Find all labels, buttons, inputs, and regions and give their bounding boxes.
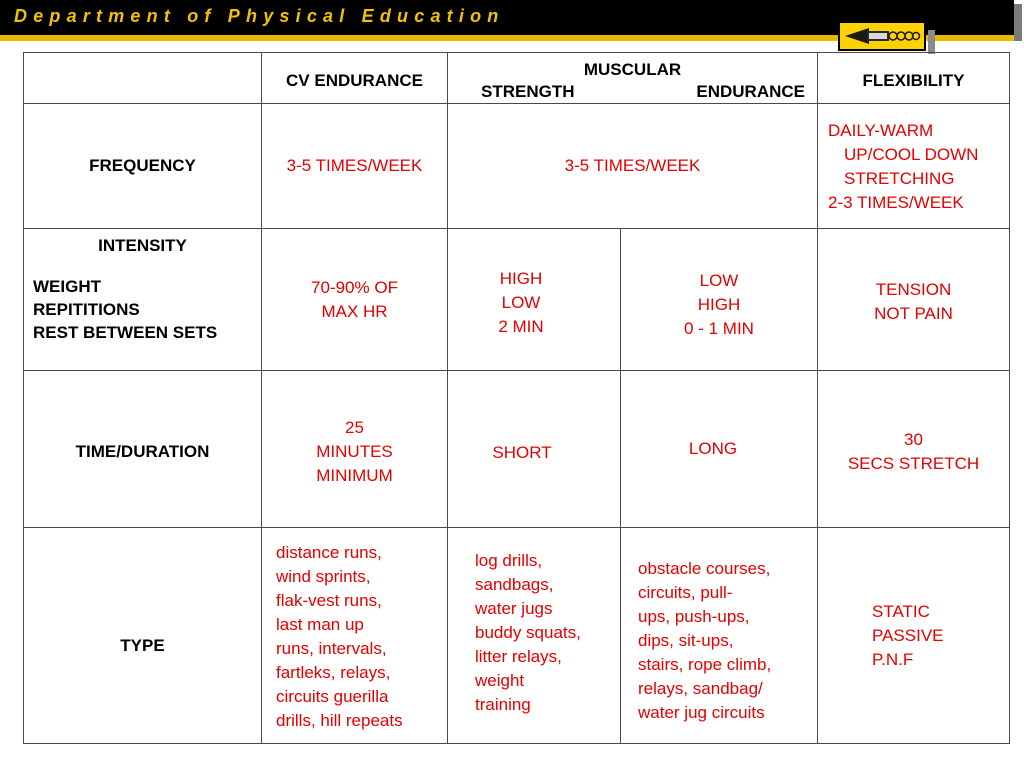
row-label-time: TIME/DURATION <box>24 371 262 528</box>
time-cv-line: MINIMUM <box>316 466 393 485</box>
intensity-flex <box>818 229 1010 371</box>
time-flex-line: SECS STRETCH <box>847 454 980 473</box>
type-endurance-line: circuits, pull- <box>638 583 733 602</box>
type-endurance-line: stairs, rope climb, <box>638 655 772 674</box>
type-strength-line: litter relays, <box>475 647 562 666</box>
type-strength-line: water jugs <box>475 599 553 618</box>
type-cv-line: last man up <box>276 615 364 634</box>
intensity-endurance-line: LOW <box>699 271 739 290</box>
type-cv-line: wind sprints, <box>276 567 371 586</box>
col-header-cv-label: CV ENDURANCE <box>286 71 423 90</box>
frequency-cv: 3-5 TIMES/WEEK <box>262 104 448 229</box>
time-cv-line: MINUTES <box>316 442 393 461</box>
intensity-cv <box>262 229 448 371</box>
row-label-type: TYPE <box>24 528 262 744</box>
type-strength-line: log drills, <box>475 551 543 570</box>
intensity-strength <box>448 229 621 371</box>
intensity-sublabel-repetitions: REPITITIONS <box>33 300 140 319</box>
type-cv <box>262 528 448 744</box>
row-label-intensity <box>24 229 262 371</box>
type-cv-line: circuits guerilla <box>276 687 389 706</box>
time-cv-line: 25 <box>345 418 364 437</box>
time-cv <box>262 371 448 528</box>
type-cv-line: distance runs, <box>276 543 382 562</box>
type-cv-line: runs, intervals, <box>276 639 387 658</box>
intensity-endurance-line: 0 - 1 MIN <box>684 319 754 338</box>
empty-corner-cell <box>24 53 262 104</box>
type-strength-line: training <box>475 695 531 714</box>
frequency-flex-line: UP/COOL DOWN <box>844 145 979 164</box>
type-endurance-line: water jug circuits <box>638 703 765 722</box>
type-strength-line: buddy squats, <box>475 623 581 642</box>
intensity-sublabel-weight: WEIGHT <box>33 277 101 296</box>
type-endurance-line: obstacle courses, <box>638 559 771 578</box>
frequency-flex <box>818 104 1010 229</box>
intensity-flex-line: TENSION <box>875 280 952 299</box>
header-row <box>24 53 1010 104</box>
intensity-label: INTENSITY <box>98 236 187 255</box>
page-title: Department of Physical Education <box>14 6 505 26</box>
type-row <box>24 528 1010 744</box>
type-flex <box>818 528 1010 744</box>
type-endurance-line: ups, push-ups, <box>638 607 750 626</box>
type-strength-line: weight <box>475 671 525 690</box>
intensity-strength-line: HIGH <box>499 269 543 288</box>
col-header-muscular <box>448 53 818 104</box>
fitness-table <box>23 52 1010 744</box>
type-flex-line: P.N.F <box>872 650 914 669</box>
header-shadow <box>1014 4 1022 41</box>
type-flex-line: PASSIVE <box>872 626 944 645</box>
type-cv-line: flak-vest runs, <box>276 591 382 610</box>
type-strength-line: sandbags, <box>475 575 554 594</box>
col-header-flexibility <box>818 53 1010 104</box>
intensity-row <box>24 229 1010 371</box>
type-cv-line: fartleks, relays, <box>276 663 391 682</box>
frequency-muscular: 3-5 TIMES/WEEK <box>448 104 818 229</box>
time-endurance: LONG <box>621 371 818 528</box>
time-flex-line: 30 <box>904 430 923 449</box>
col-header-cv <box>262 53 448 104</box>
intensity-cv-line: MAX HR <box>321 302 388 321</box>
time-row <box>24 371 1010 528</box>
arrow-left-icon <box>843 26 921 46</box>
back-button-shadow <box>928 30 935 54</box>
type-cv-line: drills, hill repeats <box>276 711 403 730</box>
intensity-cv-line: 70-90% OF <box>311 278 398 297</box>
frequency-flex-line: DAILY-WARM <box>828 121 934 140</box>
intensity-sublabel-rest: REST BETWEEN SETS <box>33 323 218 342</box>
frequency-flex-line: 2-3 TIMES/WEEK <box>828 193 964 212</box>
back-button[interactable] <box>838 21 926 51</box>
intensity-strength-line: 2 MIN <box>498 317 544 336</box>
intensity-endurance-line: HIGH <box>697 295 741 314</box>
intensity-endurance <box>621 229 818 371</box>
type-endurance-line: relays, sandbag/ <box>638 679 763 698</box>
row-label-frequency: FREQUENCY <box>24 104 262 229</box>
type-endurance-line: dips, sit-ups, <box>638 631 734 650</box>
intensity-strength-line: LOW <box>501 293 541 312</box>
col-header-endurance: ENDURANCE <box>696 82 805 101</box>
col-header-flexibility-label: FLEXIBILITY <box>862 71 965 90</box>
type-flex-line: STATIC <box>872 602 930 621</box>
col-header-muscular-label: MUSCULAR <box>583 60 682 79</box>
type-endurance <box>621 528 818 744</box>
intensity-flex-line: NOT PAIN <box>874 304 953 323</box>
time-flex <box>818 371 1010 528</box>
type-strength <box>448 528 621 744</box>
frequency-row <box>24 104 1010 229</box>
frequency-flex-line: STRETCHING <box>844 169 955 188</box>
col-header-strength: STRENGTH <box>481 82 575 101</box>
time-strength: SHORT <box>448 371 621 528</box>
